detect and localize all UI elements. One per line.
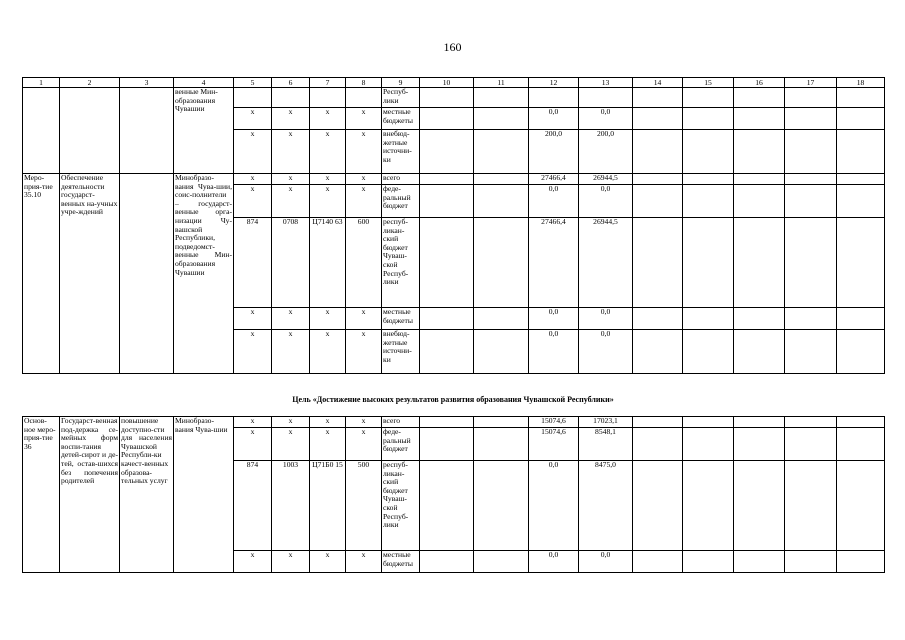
header-cell: 12: [529, 78, 579, 88]
header-cell: 10: [420, 78, 474, 88]
target-article-cell: x: [310, 130, 346, 174]
grbs-cell: x: [234, 551, 272, 573]
value-cell: 0,0: [529, 461, 579, 551]
goal-heading: Цель «Достижение высоких результатов развития образования Чувашской Республики»: [292, 395, 614, 404]
value-cell: 15074,6: [529, 428, 579, 461]
target-article-cell: x: [310, 417, 346, 428]
header-row: [23, 78, 885, 88]
target-article-cell: x: [310, 428, 346, 461]
header-cell: 13: [579, 78, 633, 88]
value-cell: 0,0: [579, 185, 633, 218]
header-cell: 17: [785, 78, 837, 88]
value-cell: 0,0: [579, 330, 633, 374]
budget-table-top: [22, 77, 885, 374]
expense-type-cell: x: [346, 551, 382, 573]
header-cell: 3: [120, 78, 174, 88]
result-cell: повышение доступно-сти для населения Чувашской Республи-ки качест-венных образова-тельных услуг: [120, 417, 174, 573]
section-cell: 1003: [272, 461, 310, 551]
grbs-cell: x: [234, 330, 272, 374]
page-number: 160: [443, 40, 462, 54]
section-cell: x: [272, 428, 310, 461]
target-article-cell: x: [310, 108, 346, 130]
value-cell: 27466,4: [529, 174, 579, 185]
header-cell: 16: [734, 78, 785, 88]
value-cell: 0,0: [579, 308, 633, 330]
header-cell: 11: [474, 78, 529, 88]
header-cell: 9: [382, 78, 420, 88]
source-cell: местные бюджеты: [382, 551, 420, 573]
value-cell: 200,0: [579, 130, 633, 174]
section-cell: x: [272, 185, 310, 218]
grbs-cell: x: [234, 174, 272, 185]
target-article-cell: x: [310, 308, 346, 330]
budget-table-bottom: [22, 416, 885, 573]
header-cell: 2: [60, 78, 120, 88]
grbs-cell: x: [234, 108, 272, 130]
header-cell: 6: [272, 78, 310, 88]
value-cell: 0,0: [579, 108, 633, 130]
value-cell: 17023,1: [579, 417, 633, 428]
grbs-cell: 874: [234, 218, 272, 308]
source-cell: местные бюджеты: [382, 108, 420, 130]
header-cell: 15: [683, 78, 734, 88]
table-row: [23, 174, 885, 185]
grbs-cell: x: [234, 308, 272, 330]
section-cell: 0708: [272, 218, 310, 308]
value-cell: 0,0: [579, 551, 633, 573]
source-cell: феде-ральный бюджет: [382, 185, 420, 218]
section-cell: x: [272, 130, 310, 174]
value-cell: 200,0: [529, 130, 579, 174]
target-article-cell: Ц7140 63: [310, 218, 346, 308]
expense-type-cell: x: [346, 185, 382, 218]
source-cell: всего: [382, 174, 420, 185]
section-cell: x: [272, 308, 310, 330]
expense-type-cell: x: [346, 308, 382, 330]
expense-type-cell: x: [346, 428, 382, 461]
header-cell: 7: [310, 78, 346, 88]
source-cell: внебюд-жетные источни-ки: [382, 330, 420, 374]
value-cell: 0,0: [529, 185, 579, 218]
target-article-cell: x: [310, 174, 346, 185]
header-cell: 14: [633, 78, 683, 88]
header-cell: 5: [234, 78, 272, 88]
value-cell: 26944,5: [579, 218, 633, 308]
section-cell: x: [272, 417, 310, 428]
executor-cell: Минобразо-вания Чува-шии, соис-полнители – государст-венные орга-низации Чу-вашской Республики, подведомст-венные Мин-образования Чувашии: [174, 174, 234, 374]
value-cell: 26944,5: [579, 174, 633, 185]
target-article-cell: x: [310, 185, 346, 218]
source-cell: респуб-ликан-ский бюджет Чуваш-ской Респуб-лики: [382, 218, 420, 308]
section-cell: x: [272, 551, 310, 573]
section-cell: x: [272, 330, 310, 374]
target-article-cell: Ц71Б0 15: [310, 461, 346, 551]
expense-type-cell: x: [346, 130, 382, 174]
value-cell: 0,0: [529, 330, 579, 374]
target-article-cell: x: [310, 551, 346, 573]
grbs-cell: x: [234, 428, 272, 461]
executor-cell: венные Мин-образования Чувашии: [174, 88, 234, 174]
expense-type-cell: x: [346, 174, 382, 185]
value-cell: 8548,1: [579, 428, 633, 461]
source-cell: местные бюджеты: [382, 308, 420, 330]
expense-type-cell: 500: [346, 461, 382, 551]
header-cell: 4: [174, 78, 234, 88]
expense-type-cell: x: [346, 330, 382, 374]
section-cell: x: [272, 108, 310, 130]
expense-type-cell: 600: [346, 218, 382, 308]
grbs-cell: x: [234, 417, 272, 428]
value-cell: 27466,4: [529, 218, 579, 308]
table-row: [23, 88, 885, 108]
expense-type-cell: x: [346, 108, 382, 130]
source-cell: внебюд-жетные источни-ки: [382, 130, 420, 174]
expense-type-cell: x: [346, 417, 382, 428]
executor-cell: Минобразо-вания Чува-шии: [174, 417, 234, 573]
source-cell: Респуб-лики: [382, 88, 420, 108]
section-cell: x: [272, 174, 310, 185]
measure-name-cell: Обеспечение деятельности государст-венных на-учных учре-ждений: [60, 174, 120, 374]
source-cell: респуб-ликан-ский бюджет Чуваш-ской Респуб-лики: [382, 461, 420, 551]
grbs-cell: 874: [234, 461, 272, 551]
source-cell: феде-ральный бюджет: [382, 428, 420, 461]
value-cell: 0,0: [529, 108, 579, 130]
source-cell: всего: [382, 417, 420, 428]
measure-code-cell: Основ-ное меро-прия-тие 36: [23, 417, 60, 573]
measure-code-cell: Меро-прия-тие 35.10: [23, 174, 60, 374]
header-cell: 8: [346, 78, 382, 88]
header-cell: 18: [837, 78, 885, 88]
value-cell: 15074,6: [529, 417, 579, 428]
grbs-cell: x: [234, 185, 272, 218]
measure-name-cell: Государст-венная под-держка се-мейных форм воспи-тания детей-сирот и де-тей, остав-шихся без попечения родителей: [60, 417, 120, 573]
value-cell: 0,0: [529, 551, 579, 573]
grbs-cell: x: [234, 130, 272, 174]
value-cell: 8475,0: [579, 461, 633, 551]
table-row: [23, 417, 885, 428]
value-cell: 0,0: [529, 308, 579, 330]
header-cell: 1: [23, 78, 60, 88]
target-article-cell: x: [310, 330, 346, 374]
